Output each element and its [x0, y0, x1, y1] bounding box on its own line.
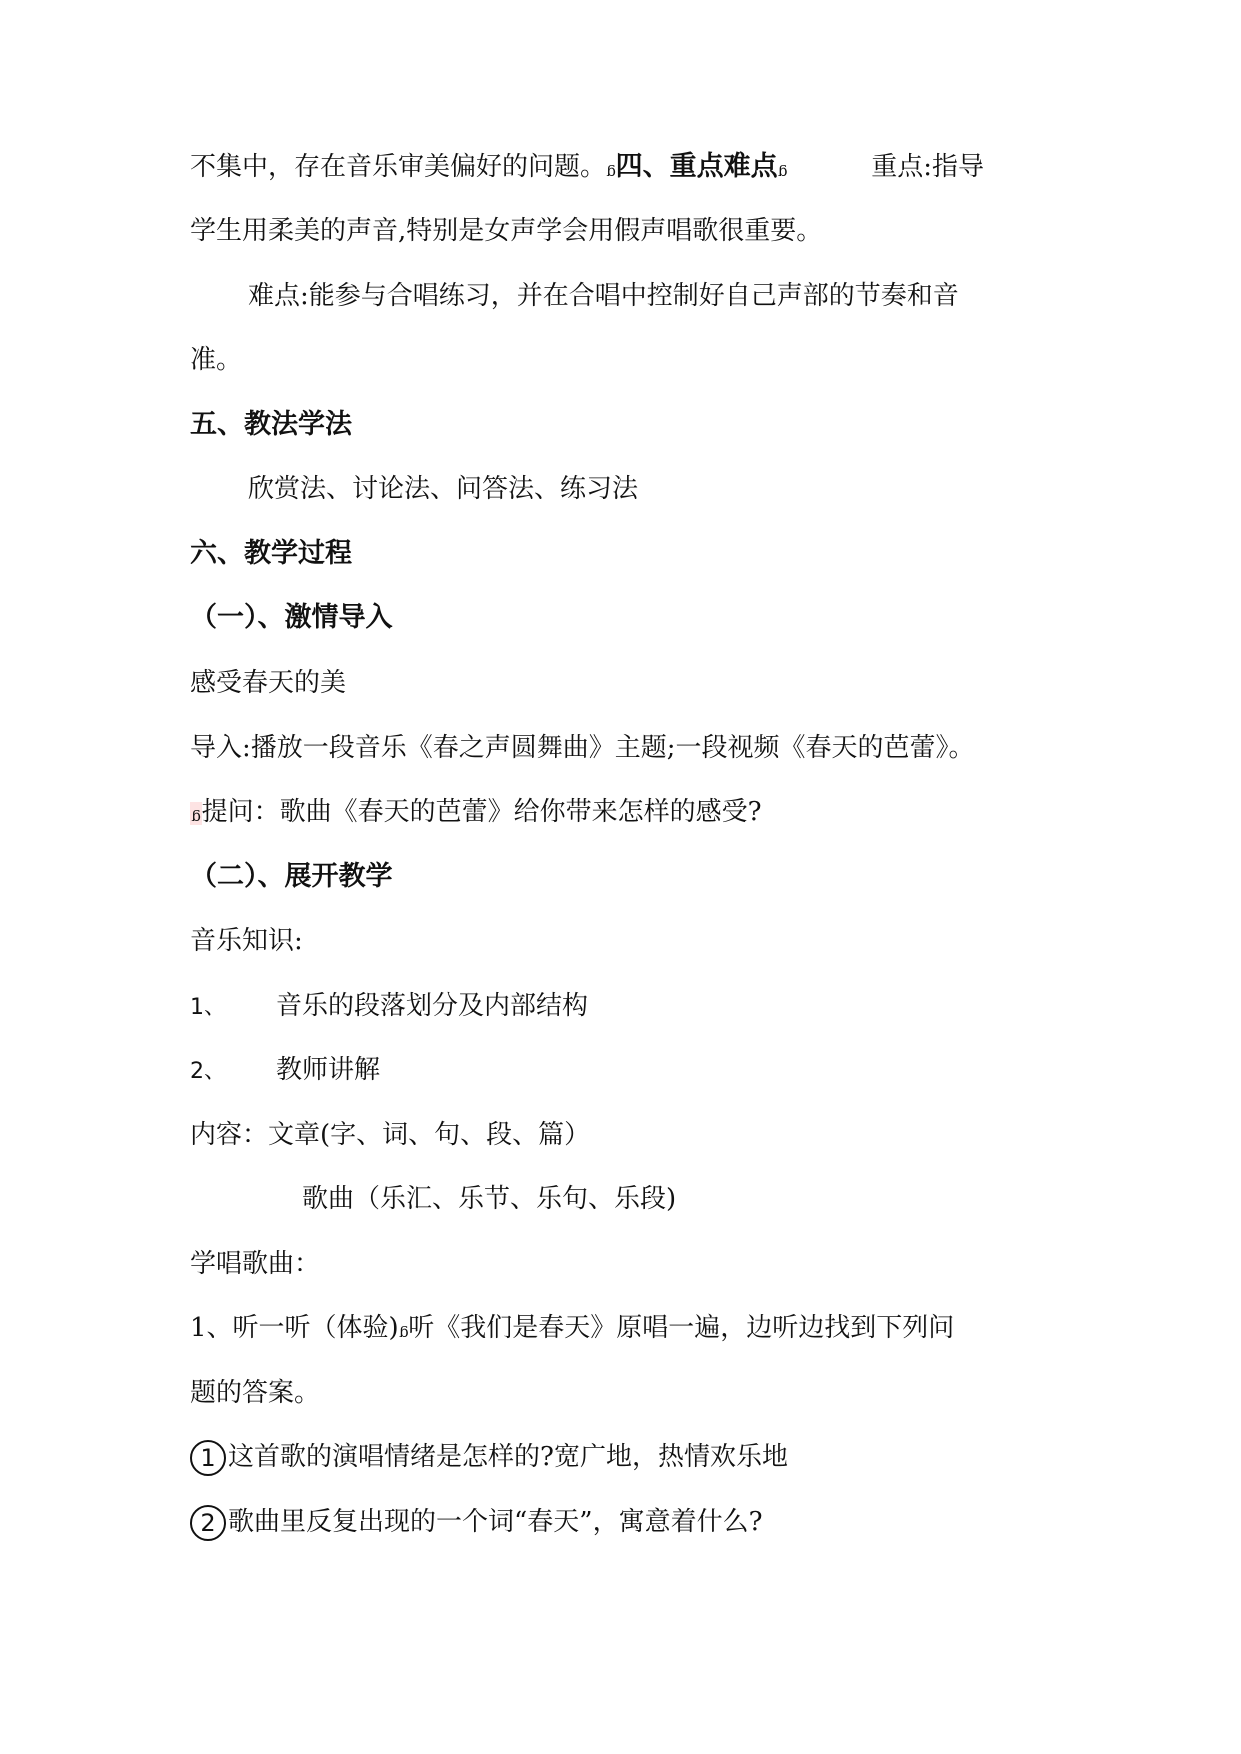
question-text: 这首歌的演唱情绪是怎样的?宽广地，热情欢乐地: [228, 1442, 788, 1472]
text-run: 听《我们是春天》原唱一遍，边听边找到下列问: [408, 1313, 955, 1343]
paragraph-1: [190, 150, 984, 184]
heading-introduction: （一）、激情导入: [190, 602, 393, 633]
list-number: 2、: [190, 1059, 226, 1084]
paragraph-mark-icon: ᵷ: [777, 158, 788, 177]
paragraph-methods: 欣赏法、讨论法、问答法、练习法: [248, 474, 639, 504]
paragraph-9: 音乐知识:: [190, 926, 303, 956]
text-run: 重点:指导: [871, 152, 984, 182]
text-run: 1、听一听（体验): [190, 1313, 399, 1343]
paragraph-4: 准。: [190, 345, 243, 375]
paragraph-2: 学生用柔美的声音,特别是女声学会用假声唱歌很重要。: [190, 216, 823, 246]
paragraph-listen: [190, 1311, 954, 1345]
list-text: 教师讲解: [276, 1055, 381, 1085]
question-item: [190, 1440, 788, 1476]
heading-key-points: 四、重点难点: [615, 151, 778, 182]
paragraph-mark-icon: ᵷ: [606, 158, 616, 177]
list-item: [190, 1053, 380, 1089]
paragraph-question: [190, 795, 762, 829]
paragraph-difficulty: 难点:能参与合唱练习，并在合唱中控制好自己声部的节奏和音: [248, 281, 959, 311]
text-run: 提问：歌曲《春天的芭蕾》给你带来怎样的感受?: [201, 797, 762, 827]
question-item: [190, 1505, 763, 1541]
paragraph-mark-icon: ᵷ: [398, 1319, 409, 1338]
paragraph-6: 感受春天的美: [190, 668, 347, 698]
list-item: [190, 989, 588, 1025]
paragraph-content: 内容：文章(字、词、句、段、篇）: [190, 1120, 591, 1150]
circled-number: 2: [190, 1505, 226, 1541]
list-text: 音乐的段落划分及内部结构: [276, 991, 589, 1021]
paragraph-mark-icon: ᵷ: [190, 802, 202, 825]
list-number: 1、: [190, 995, 226, 1020]
paragraph-12: 学唱歌曲：: [190, 1249, 321, 1279]
paragraph-14: 题的答案。: [190, 1378, 321, 1408]
question-text: 歌曲里反复出现的一个词“春天”，寓意着什么?: [228, 1507, 763, 1537]
paragraph-song-structure: 歌曲（乐汇、乐节、乐句、乐段): [302, 1184, 677, 1214]
heading-process: 六、教学过程: [190, 538, 352, 569]
text-run: 不集中，存在音乐审美偏好的问题。: [190, 152, 607, 182]
paragraph-7: 导入:播放一段音乐《春之声圆舞曲》主题;一段视频《春天的芭蕾》。: [190, 733, 975, 763]
heading-teaching: （二）、展开教学: [190, 861, 393, 892]
heading-methods: 五、教法学法: [190, 409, 352, 440]
circled-number: 1: [190, 1440, 226, 1476]
